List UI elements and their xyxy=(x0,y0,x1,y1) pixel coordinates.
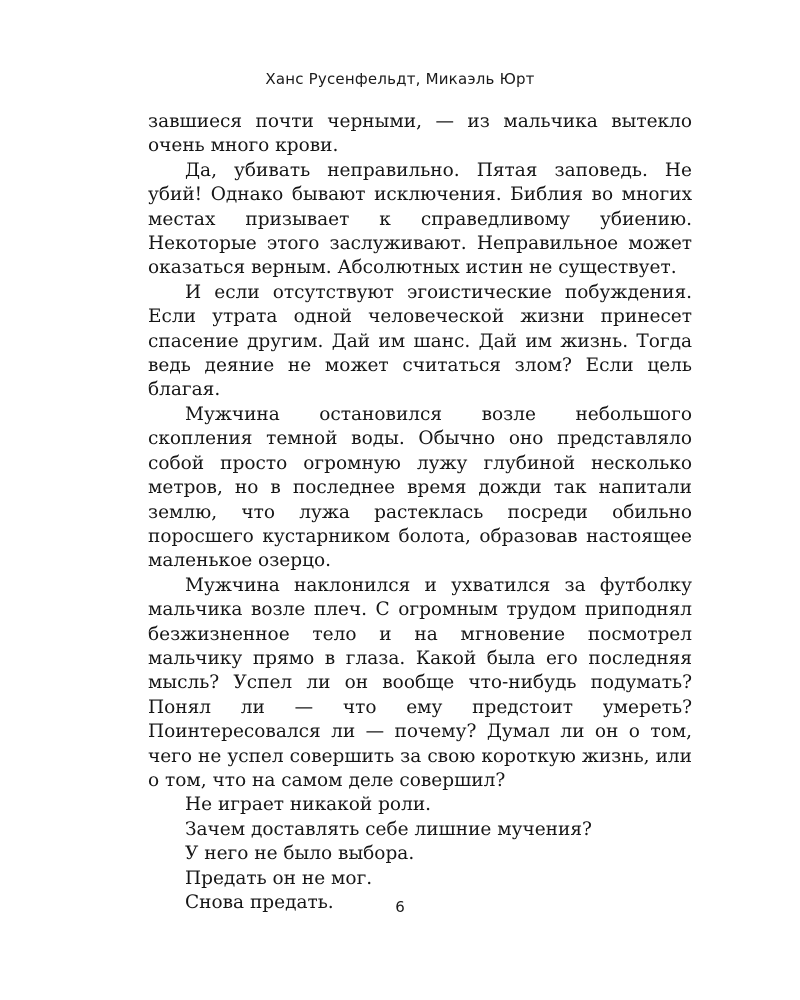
paragraph: Снова предать. xyxy=(185,892,334,913)
paragraph: Мужчина остановился возле небольшого скопления темной воды. Обычно оно представляло собой просто огромную лужу глубиной несколько метров, но в последнее время дожди так напитали землю, что лужа растеклась посреди обильно поросшего кустарником болота, образовав настоящее маленькое озерцо. xyxy=(148,403,692,572)
paragraph: Мужчина наклонился и ухватился за футболку мальчика возле плеч. С огромным трудом приподнял безжизненное тело и на мгновение посмотрел мальчику прямо в глаза. Какой была его последняя мысль? Успел ли он вообще что-нибудь подумать? Понял ли — что ему предстоит умереть? Поинтересовался ли — почему? Думал ли он о том, чего не успел совершить за свою короткую жизнь, или о том, что на самом деле совершил? xyxy=(148,574,692,791)
paragraph: У него не было выбора. xyxy=(185,843,415,865)
paragraph-continuation: завшиеся почти черными, — из мальчика вытекло очень много крови. xyxy=(148,111,692,157)
paragraph: Не играет никакой роли. xyxy=(185,794,432,816)
paragraph: Зачем доставлять себе лишние мучения? xyxy=(185,818,592,840)
page-number: 6 xyxy=(395,898,405,916)
body-text xyxy=(148,110,692,915)
paragraph: Да, убивать неправильно. Пятая заповедь. Не убий! Однако бывают исключения. Библия во многих местах призывает к справедливому убиению. Некоторые этого заслуживают. Неправильное может оказаться верным. Абсолютных истин не существует. xyxy=(148,159,692,279)
running-header: Ханс Русенфельдт, Микаэль Юрт xyxy=(265,70,535,88)
paragraph: Предать он не мог. xyxy=(185,867,373,889)
paragraph: И если отсутствуют эгоистические побуждения. Если утрата одной человеческой жизни принесет спасение другим. Дай им шанс. Дай им жизнь. Тогда ведь деяние не может считаться злом? Если цель благая. xyxy=(148,281,692,401)
